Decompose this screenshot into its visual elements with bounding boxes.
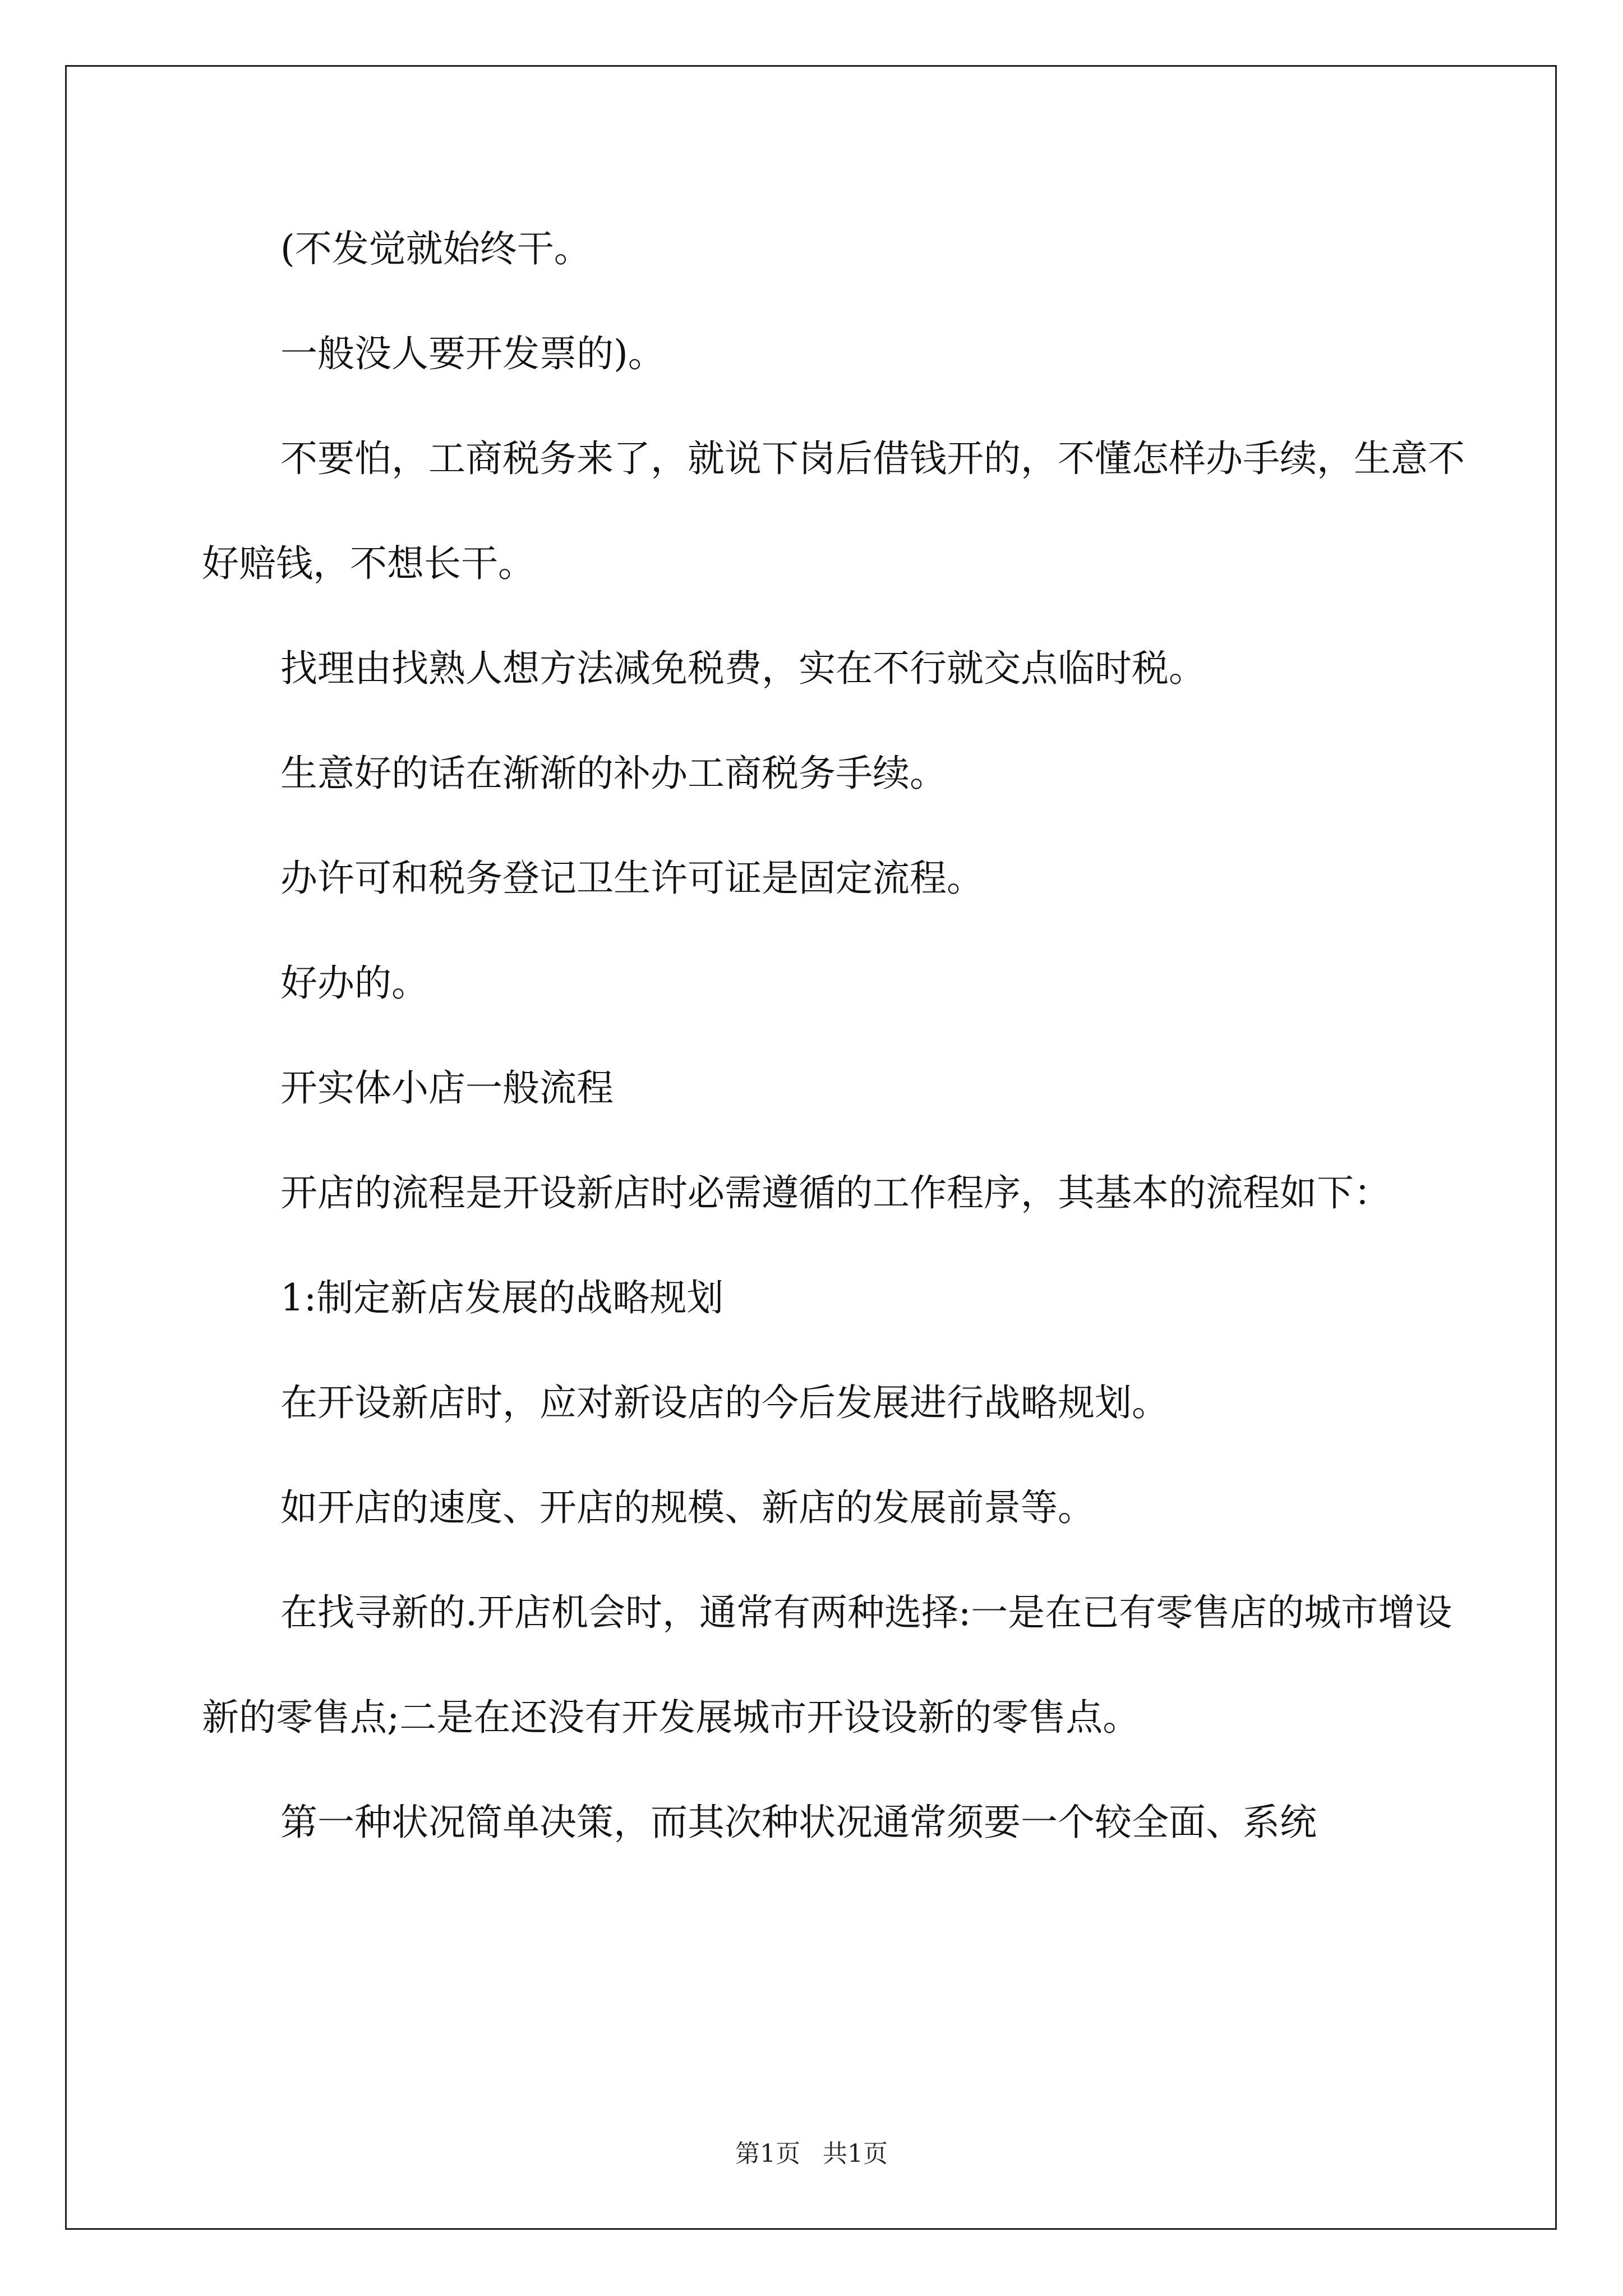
paragraph: 好办的。 bbox=[280, 961, 428, 1005]
paragraph: (不发觉就始终干。 bbox=[280, 227, 591, 270]
paragraph: 不要怕，工商税务来了，就说下岗后借钱开的，不懂怎样办手续，生意不好赔钱，不想长干。 bbox=[202, 437, 1465, 585]
paragraph: 一般没人要开发票的)。 bbox=[280, 332, 665, 375]
section-heading: 开实体小店一般流程 bbox=[280, 1066, 614, 1110]
paragraph: 在开设新店时，应对新设店的今后发展进行战略规划。 bbox=[280, 1381, 1169, 1424]
paragraph: 找理由找熟人想方法减免税费，实在不行就交点临时税。 bbox=[280, 647, 1206, 690]
paragraph: 在找寻新的.开店机会时，通常有两种选择:一是在已有零售店的城市增设新的零售点;二是在还没有开发展城市开设设新的零售点。 bbox=[202, 1591, 1453, 1739]
paragraph: 如开店的速度、开店的规模、新店的发展前景等。 bbox=[280, 1486, 1095, 1529]
paragraph: 生意好的话在渐渐的补办工商税务手续。 bbox=[280, 752, 947, 795]
page-number: 第1页 bbox=[735, 2139, 800, 2168]
paragraph: 开店的流程是开设新店时必需遵循的工作程序，其基本的流程如下： bbox=[280, 1171, 1391, 1214]
page-footer bbox=[0, 2137, 1623, 2171]
paragraph: 第一种状况简单决策，而其次种状况通常须要一个较全面、系统 bbox=[280, 1801, 1317, 1844]
paragraph: 办许可和税务登记卫生许可证是固定流程。 bbox=[280, 857, 984, 900]
document-body bbox=[202, 196, 1469, 1875]
page-total: 共1页 bbox=[823, 2139, 888, 2168]
numbered-heading: 1:制定新店发展的战略规划 bbox=[280, 1276, 724, 1319]
